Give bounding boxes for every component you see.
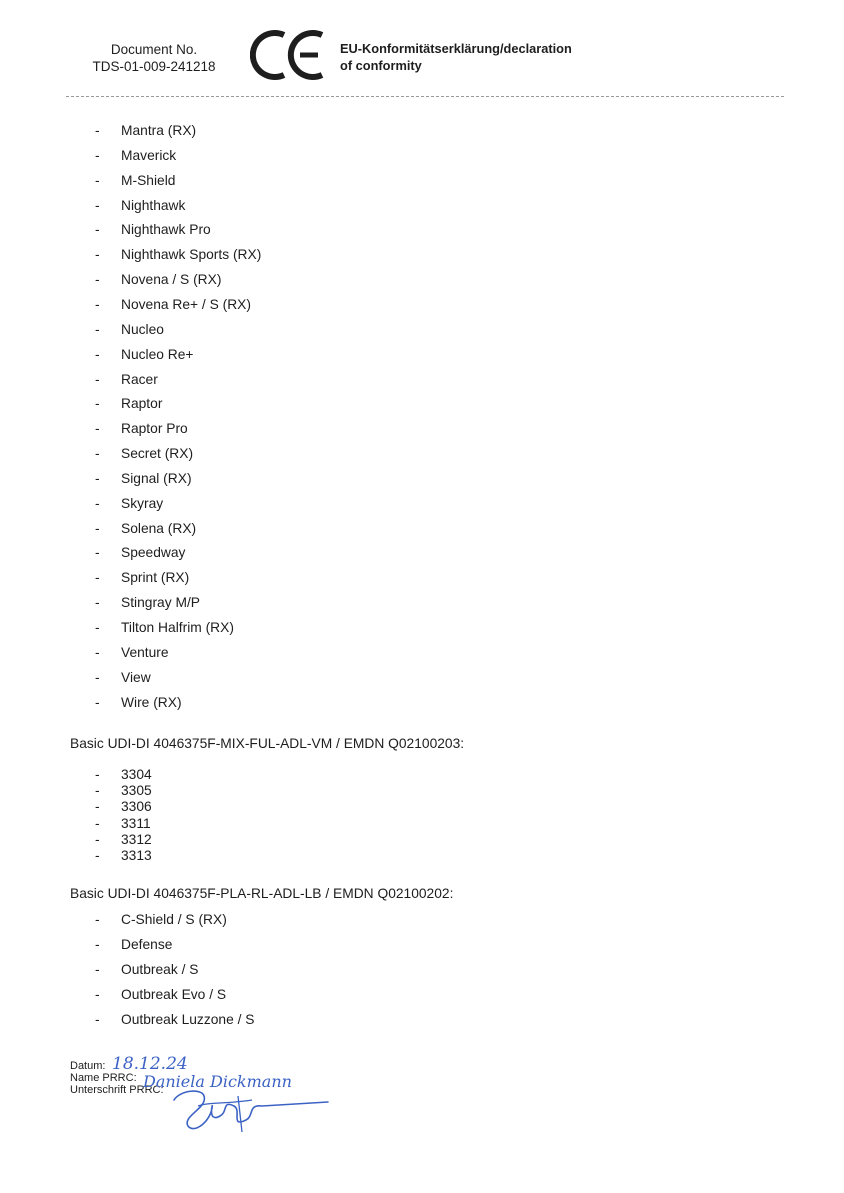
list-dash: - [95, 222, 100, 238]
mix-item-text: 3304 [121, 767, 152, 782]
list-dash: - [95, 172, 100, 188]
handwritten-date: 18.12.24 [112, 1054, 188, 1074]
model-item-text: M-Shield [121, 172, 176, 188]
list-dash: - [95, 545, 100, 561]
document-number-block [70, 41, 238, 75]
mix-item-text: 3313 [121, 848, 152, 863]
model-item-text: Novena / S (RX) [121, 272, 222, 288]
model-item-text: Maverick [121, 147, 177, 163]
date-label: Datum: [70, 1060, 106, 1072]
list-dash: - [95, 495, 100, 511]
list-dash: - [95, 272, 100, 288]
model-item-text: Speedway [121, 545, 186, 561]
list-dash: - [95, 595, 100, 611]
model-item-text: Skyray [121, 495, 164, 511]
list-dash: - [95, 446, 100, 462]
list-dash: - [95, 644, 100, 660]
model-item-text: Raptor Pro [121, 421, 188, 437]
list-dash: - [95, 848, 100, 863]
mix-item-text: 3305 [121, 783, 152, 799]
document-number-label: Document No. [110, 42, 198, 57]
pla-item-text: Defense [121, 936, 173, 952]
model-item-text: Tilton Halfrim (RX) [121, 620, 234, 635]
model-item-text: View [121, 669, 151, 685]
list-dash: - [95, 346, 100, 362]
model-item-text: Wire (RX) [121, 694, 182, 710]
declaration-title [340, 40, 572, 74]
section-heading-mix: Basic UDI-DI 4046375F-MIX-FUL-ADL-VM / EMDN Q02100203: [70, 736, 465, 751]
list-dash: - [95, 783, 100, 799]
model-item-text: Raptor [121, 396, 163, 412]
declaration-title-line2: of conformity [340, 58, 422, 73]
handwritten-name: Daniela Dickmann [143, 1072, 292, 1091]
list-dash: - [95, 831, 100, 847]
list-dash: - [95, 247, 100, 263]
list-dash: - [95, 912, 100, 927]
header-divider [66, 96, 784, 97]
model-item-text: Signal (RX) [121, 470, 192, 486]
model-item-text: Nighthawk Sports (RX) [121, 247, 262, 263]
list-dash: - [95, 961, 100, 977]
model-item-text: Venture [121, 644, 169, 660]
list-dash: - [95, 620, 100, 635]
model-item-text: Stingray M/P [121, 595, 200, 611]
model-item-text: Nighthawk Pro [121, 222, 211, 238]
list-dash: - [95, 520, 100, 536]
list-dash: - [95, 799, 100, 815]
ce-mark-logo [250, 27, 326, 83]
section-heading-pla: Basic UDI-DI 4046375F-PLA-RL-ADL-LB / EMDN Q02100202: [70, 886, 454, 901]
declaration-title-line1: EU-Konformitätserklärung/declaration [340, 41, 572, 56]
pla-item-text: Outbreak Evo / S [121, 986, 227, 1002]
list-dash: - [95, 371, 100, 387]
list-dash: - [95, 669, 100, 685]
model-item-text: Mantra (RX) [121, 123, 197, 138]
model-item-text: Nucleo Re+ [121, 346, 194, 362]
list-dash: - [95, 321, 100, 337]
pla-item-text: Outbreak Luzzone / S [121, 1011, 255, 1027]
model-item-text: Sprint (RX) [121, 570, 190, 586]
list-dash: - [95, 147, 100, 163]
mix-item-text: 3312 [121, 831, 152, 847]
model-item-text: Nighthawk [121, 197, 186, 213]
list-dash: - [95, 421, 100, 437]
list-dash: - [95, 815, 100, 831]
list-dash: - [95, 123, 100, 138]
model-item-text: Novena Re+ / S (RX) [121, 296, 251, 312]
document-number: TDS-01-009-241218 [92, 59, 216, 74]
pla-item-text: C-Shield / S (RX) [121, 912, 227, 927]
handwritten-signature [168, 1086, 338, 1136]
list-dash: - [95, 986, 100, 1002]
list-dash: - [95, 767, 100, 782]
model-item-text: Solena (RX) [121, 520, 197, 536]
list-dash: - [95, 936, 100, 952]
model-item-text: Nucleo [121, 321, 164, 337]
list-dash: - [95, 470, 100, 486]
list-dash: - [95, 197, 100, 213]
list-dash: - [95, 570, 100, 586]
pla-item-text: Outbreak / S [121, 961, 199, 977]
mix-item-text: 3306 [121, 799, 152, 815]
signature-label: Unterschrift PRRC: [70, 1084, 164, 1096]
model-item-text: Racer [121, 371, 158, 387]
list-dash: - [95, 296, 100, 312]
name-label: Name PRRC: [70, 1072, 137, 1084]
list-dash: - [95, 396, 100, 412]
list-dash: - [95, 1011, 100, 1027]
mix-item-text: 3311 [121, 815, 151, 831]
list-dash: - [95, 694, 100, 710]
model-item-text: Secret (RX) [121, 446, 194, 462]
